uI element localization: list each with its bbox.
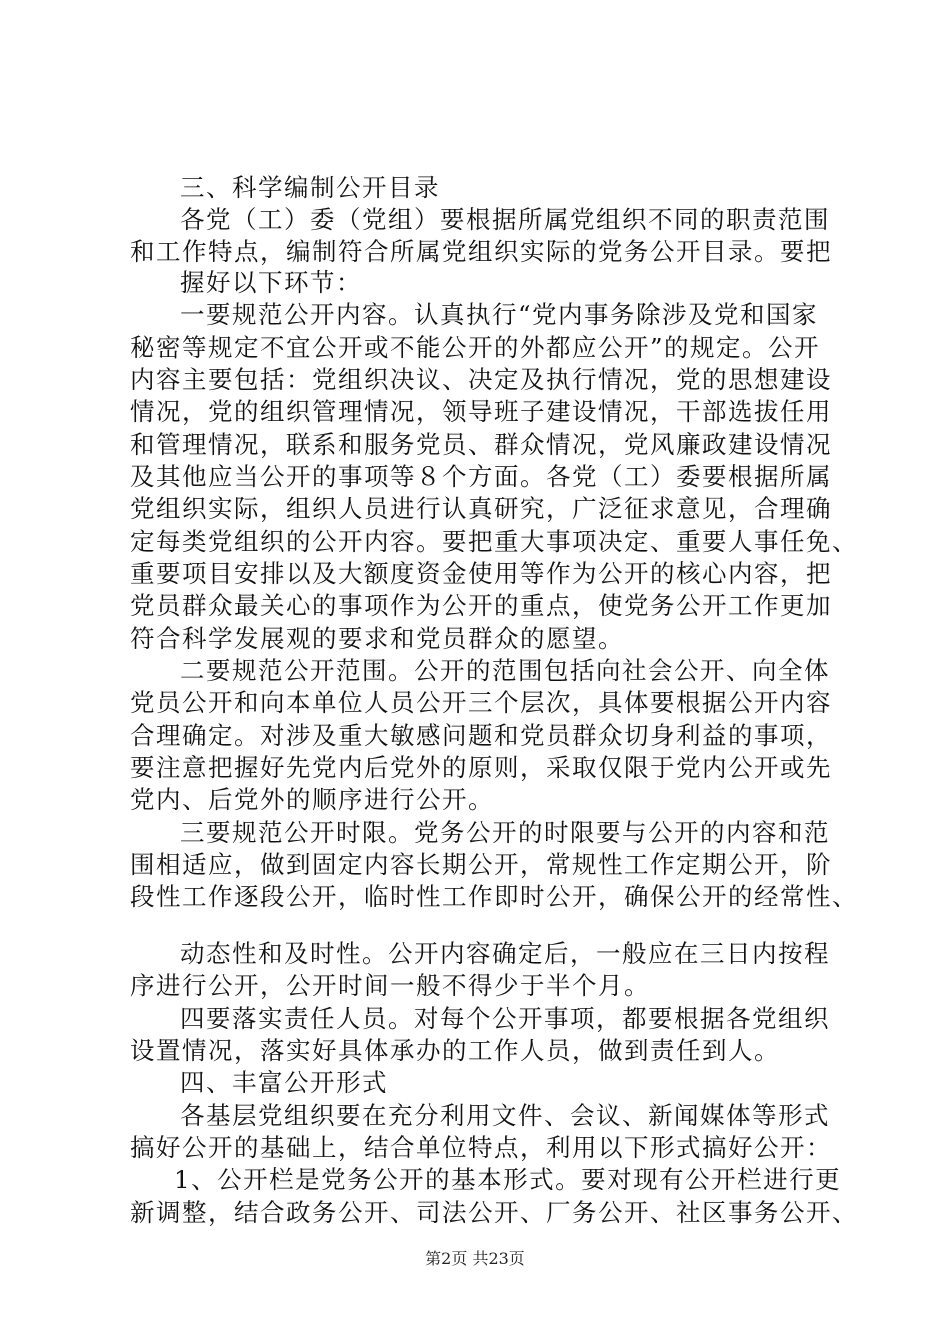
text-line: 序进行公开，公开时间一般不得少于半个月。 [130,971,650,1000]
text-line: 党组织实际，组织人员进行认真研究，广泛征求意见，合理确 [130,494,832,523]
text-line: 动态性和及时性。公开内容确定后，一般应在三日内按程 [180,939,830,968]
text-line: 重要项目安排以及大额度资金使用等作为公开的核心内容，把 [130,559,832,588]
text-line: 合理确定。对涉及重大敏感问题和党员群众切身利益的事项， [130,721,832,750]
text-line: 定每类党组织的公开内容。要把重大事项决定、重要人事任免、 [130,527,858,556]
text-line: 围相适应，做到固定内容长期公开，常规性工作定期公开，阶 [130,850,832,879]
section-heading-4: 四、丰富公开形式 [180,1068,388,1097]
text-line: 和管理情况，联系和服务党员、群众情况，党风廉政建设情况 [130,430,832,459]
page-number-footer: 第2页 共23页 [425,1249,525,1268]
text-line: 秘密等规定不宜公开或不能公开的外都应公开”的规定。公开 [130,333,821,362]
text-line: 1、公开栏是党务公开的基本形式。要对现有公开栏进行更 [174,1165,842,1194]
text-line: 三要规范公开时限。党务公开的时限要与公开的内容和范 [180,818,830,847]
text-line: 各基层党组织要在充分利用文件、会议、新闻媒体等形式 [180,1101,830,1130]
text-line: 各党（工）委（党组）要根据所属党组织不同的职责范围 [180,205,830,234]
text-line: 要注意把握好先党内后党外的原则，采取仅限于党内公开或先 [130,753,832,782]
text-line: 握好以下环节： [180,268,362,297]
section-heading-3: 三、科学编制公开目录 [180,173,440,202]
text-line: 搞好公开的基础上，结合单位特点，利用以下形式搞好公开： [130,1133,832,1162]
text-line: 一要规范公开内容。认真执行“党内事务除涉及党和国家 [180,300,819,329]
text-line: 四要落实责任人员。对每个公开事项，都要根据各党组织 [180,1004,830,1033]
text-line: 内容主要包括：党组织决议、决定及执行情况，党的思想建设 [130,365,832,394]
text-line: 和工作特点，编制符合所属党组织实际的党务公开目录。要把 [130,237,832,266]
text-line: 及其他应当公开的事项等８个方面。各党（工）委要根据所属 [130,462,832,491]
text-line: 设置情况，落实好具体承办的工作人员，做到责任到人。 [130,1036,780,1065]
text-line: 二要规范公开范围。公开的范围包括向社会公开、向全体 [180,656,830,685]
text-line: 符合科学发展观的要求和党员群众的愿望。 [130,624,624,653]
text-line: 党内、后党外的顺序进行公开。 [130,785,494,814]
text-line: 新调整，结合政务公开、司法公开、厂务公开、社区事务公开、 [130,1198,858,1227]
text-line: 党员群众最关心的事项作为公开的重点，使党务公开工作更加 [130,591,832,620]
text-line: 情况，党的组织管理情况，领导班子建设情况，干部选拔任用 [130,397,832,426]
text-line: 党员公开和向本单位人员公开三个层次，具体要根据公开内容 [130,688,832,717]
text-line: 段性工作逐段公开，临时性工作即时公开，确保公开的经常性、 [130,882,858,911]
